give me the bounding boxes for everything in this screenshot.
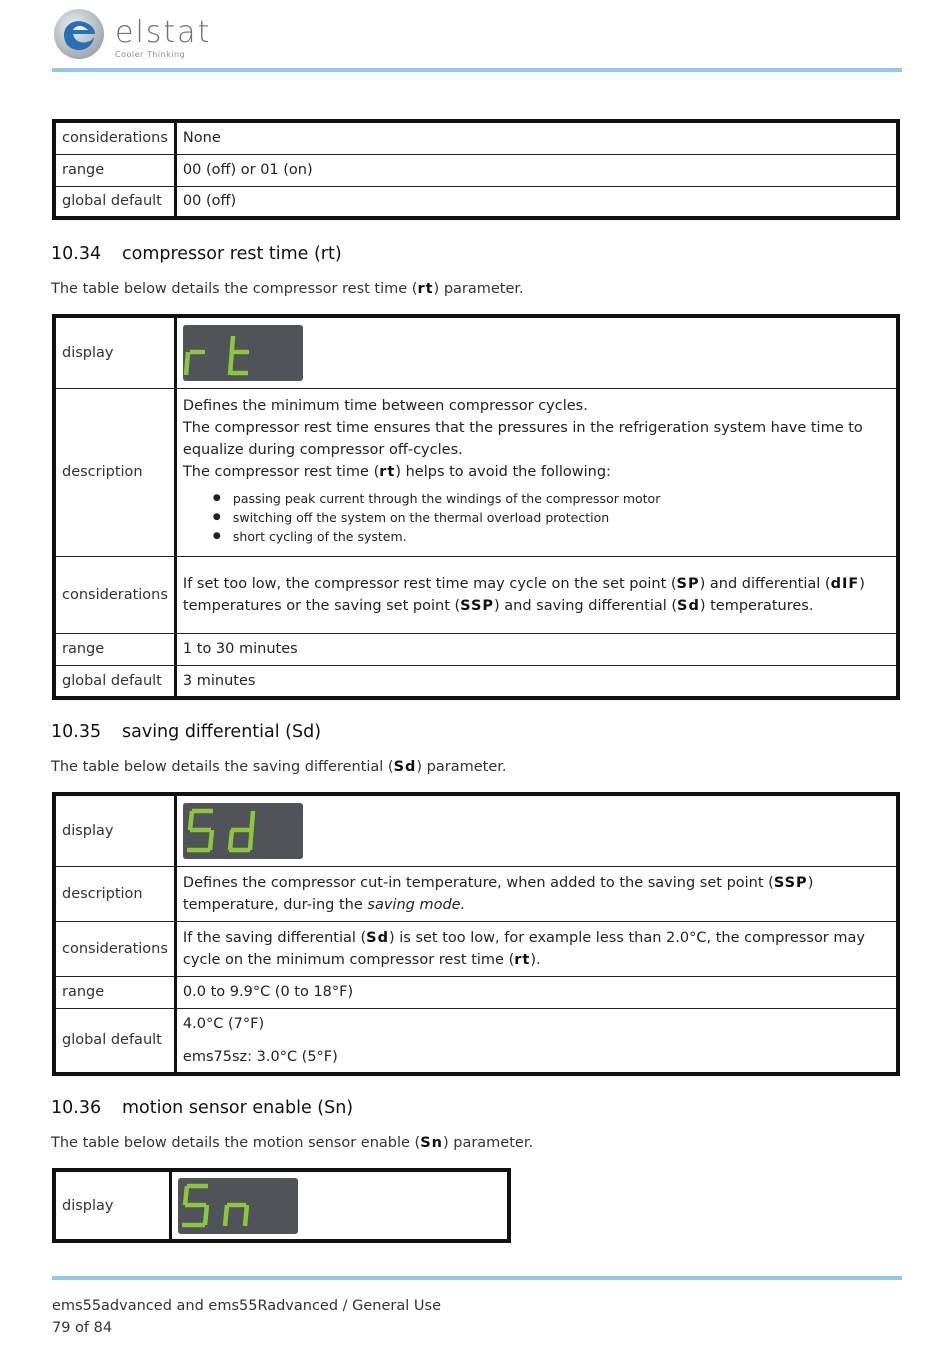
considerations-cell: If the saving differential (Sd) is set too low, for example less than 2.0°C, the compressor may cycle on the minimum compressor rest time (rt).: [175, 921, 898, 976]
table-row: [54, 976, 898, 1008]
row-value: 3 minutes: [175, 665, 898, 698]
table-row: [54, 556, 898, 633]
description-text: ) helps to avoid the following:: [395, 463, 611, 480]
section-heading-sd: [51, 722, 321, 742]
table-row: [54, 794, 898, 866]
row-label: considerations: [54, 121, 175, 154]
row-label: considerations: [54, 921, 175, 976]
row-label: range: [54, 633, 175, 665]
footer-document-title: ems55advanced and ems55Radvanced / General Use: [52, 1298, 441, 1314]
footer-page-number: 79 of 84: [52, 1320, 113, 1336]
table-row: [54, 316, 898, 388]
default-value: 4.0°C (7°F): [182, 1015, 265, 1032]
parameter-code: SP: [676, 575, 700, 592]
section-title: saving differential (Sd): [122, 722, 322, 742]
section-number: 10.36: [51, 1098, 102, 1118]
row-value: None: [175, 121, 898, 154]
row-label: description: [54, 388, 175, 556]
parameter-code: SSP: [460, 597, 495, 614]
row-label: display: [54, 316, 175, 388]
header-rule: [52, 68, 902, 72]
parameter-code: Sd: [366, 929, 389, 946]
row-value: 00 (off): [175, 186, 898, 218]
section-intro-sn: [51, 1135, 533, 1151]
row-label: display: [54, 1170, 171, 1241]
display-cell: [171, 1170, 510, 1241]
description-line: Defines the minimum time between compressor cycles.: [182, 397, 588, 414]
table-row: [54, 388, 898, 556]
row-label: global default: [54, 186, 175, 218]
row-label: display: [54, 794, 175, 866]
parameter-code: rt: [379, 463, 396, 480]
parameter-table-rt: [52, 314, 900, 700]
row-label: range: [54, 154, 175, 186]
parameter-table-sd: [52, 792, 900, 1076]
lcd-display-sd: [183, 803, 303, 859]
parameter-code: SSP: [773, 874, 808, 891]
row-label: considerations: [54, 556, 175, 633]
default-value: ems75sz: 3.0°C (5°F): [182, 1048, 338, 1065]
display-cell: [175, 794, 898, 866]
row-value: 0.0 to 9.9°C (0 to 18°F): [175, 976, 898, 1008]
list-item: ● passing peak current through the windings of the compressor motor: [233, 489, 890, 508]
list-item: ● short cycling of the system.: [233, 527, 890, 546]
table-row: [54, 665, 898, 698]
row-value: 00 (off) or 01 (on): [175, 154, 898, 186]
avoid-list: [183, 489, 890, 546]
brand-name: elstat: [115, 15, 212, 50]
continued-parameter-table: [52, 119, 900, 220]
intro-text: The table below details the compressor rest time (: [51, 281, 418, 297]
lcd-display-sn: [178, 1178, 298, 1234]
section-intro-rt: [51, 281, 524, 297]
table-row: [54, 633, 898, 665]
considerations-cell: If set too low, the compressor rest time may cycle on the set point (SP) and differential (dIF) temperatures or the saving set point (SSP) and saving differential (Sd) temperatures.: [175, 556, 898, 633]
row-label: global default: [54, 665, 175, 698]
row-value: 1 to 30 minutes: [175, 633, 898, 665]
display-cell: [175, 316, 898, 388]
intro-text: The table below details the saving differential (: [51, 759, 394, 775]
footer-rule: [52, 1276, 902, 1280]
section-heading-sn: [51, 1098, 353, 1118]
parameter-code: rt: [514, 951, 531, 968]
description-text: The compressor rest time (: [182, 463, 380, 480]
section-intro-sd: [51, 759, 507, 775]
parameter-code: Sn: [420, 1135, 443, 1151]
parameter-code: Sd: [677, 597, 700, 614]
list-item: ● switching off the system on the thermal overload protection: [233, 508, 890, 527]
intro-text: ) parameter.: [433, 281, 524, 297]
parameter-code: rt: [417, 281, 434, 297]
section-number: 10.35: [51, 722, 102, 742]
row-label: range: [54, 976, 175, 1008]
default-cell: [175, 1008, 898, 1074]
section-title: motion sensor enable (Sn): [122, 1098, 354, 1118]
table-row: [54, 186, 898, 218]
elstat-logo: [53, 8, 253, 64]
section-title: compressor rest time (rt): [122, 244, 342, 264]
parameter-table-sn: [52, 1168, 511, 1243]
intro-text: ) parameter.: [442, 1135, 534, 1151]
elstat-logo-icon: [53, 8, 105, 60]
table-row: [54, 921, 898, 976]
intro-text: The table below details the motion sensor enable (: [51, 1135, 421, 1151]
lcd-display-rt: [183, 325, 303, 381]
description-cell: [175, 388, 898, 556]
description-line: [183, 461, 890, 483]
parameter-code: dIF: [830, 575, 860, 592]
mode-name: saving mode.: [367, 896, 466, 913]
row-label: global default: [54, 1008, 175, 1074]
section-heading-rt: [51, 244, 342, 264]
row-label: description: [54, 866, 175, 921]
table-row: [54, 866, 898, 921]
parameter-code: Sd: [393, 759, 417, 775]
brand-tagline: Cooler Thinking: [115, 50, 186, 59]
description-cell: Defines the compressor cut-in temperature, when added to the saving set point (SSP) temperature, dur-ing the saving mode.: [175, 866, 898, 921]
section-number: 10.34: [51, 244, 102, 264]
table-row: [54, 1170, 509, 1241]
table-row: [54, 121, 898, 154]
table-row: [54, 154, 898, 186]
table-row: [54, 1008, 898, 1074]
intro-text: ) parameter.: [416, 759, 507, 775]
description-line: The compressor rest time ensures that the pressures in the refrigeration system have time to equalize during compressor off-cycles.: [182, 419, 863, 458]
